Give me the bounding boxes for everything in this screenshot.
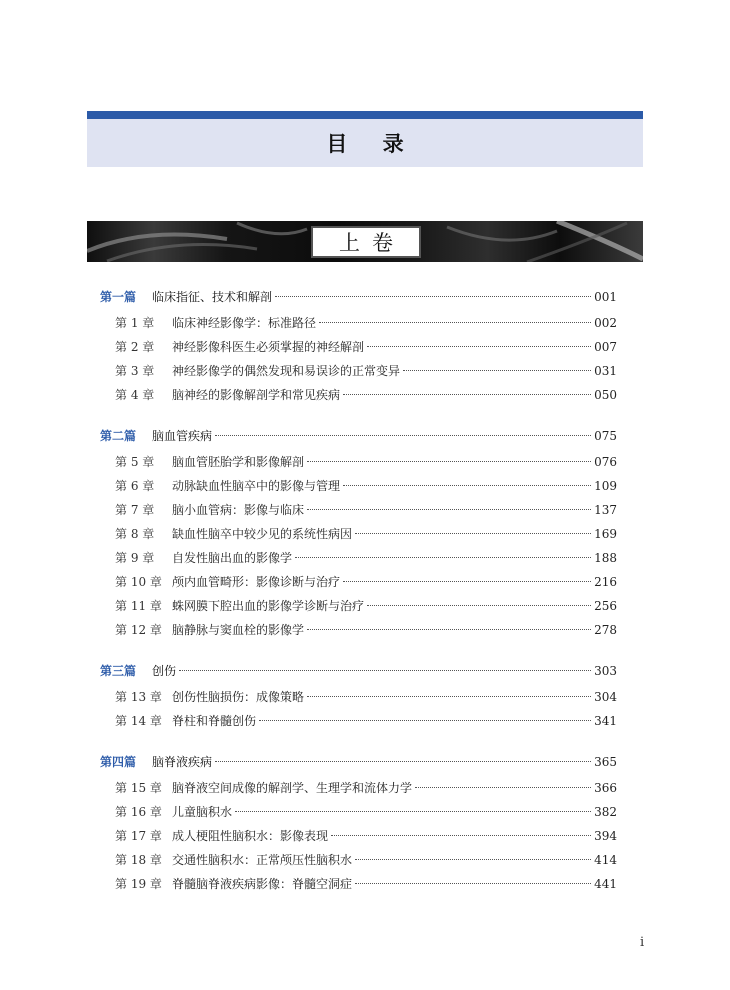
leader-dots bbox=[403, 370, 591, 371]
chapter-page: 216 bbox=[594, 575, 617, 589]
chapter-number: 第 7 章 bbox=[115, 503, 155, 517]
chapter-number: 第 5 章 bbox=[115, 455, 155, 469]
chapter-entry[interactable] bbox=[100, 359, 617, 383]
chapter-page: 366 bbox=[594, 781, 617, 795]
chapter-title: 自发性脑出血的影像学 bbox=[172, 551, 293, 565]
section-gap bbox=[100, 407, 617, 422]
chapter-entry[interactable] bbox=[100, 570, 617, 594]
leader-dots bbox=[307, 629, 591, 630]
part-page: 303 bbox=[594, 664, 617, 678]
leader-dots bbox=[331, 835, 591, 836]
part-page: 365 bbox=[594, 755, 617, 769]
chapter-entry[interactable] bbox=[100, 335, 617, 359]
leader-dots bbox=[215, 435, 591, 436]
part-number: 第四篇 bbox=[100, 755, 137, 769]
chapter-entry[interactable] bbox=[100, 848, 617, 872]
leader-dots bbox=[367, 605, 591, 606]
chapter-title: 成人梗阻性脑积水：影像表现 bbox=[172, 829, 329, 843]
chapter-title: 脑血管胚胎学和影像解剖 bbox=[172, 455, 305, 469]
chapter-entry[interactable] bbox=[100, 872, 617, 896]
chapter-entry[interactable] bbox=[100, 522, 617, 546]
chapter-title: 缺血性脑卒中较少见的系统性病因 bbox=[172, 527, 353, 541]
leader-dots bbox=[259, 720, 591, 721]
leader-dots bbox=[179, 670, 591, 671]
part-number: 第二篇 bbox=[100, 429, 137, 443]
chapter-number: 第 17 章 bbox=[115, 829, 162, 843]
leader-dots bbox=[307, 509, 591, 510]
part-title: 临床指征、技术和解剖 bbox=[152, 290, 273, 304]
chapter-number: 第 18 章 bbox=[115, 853, 162, 867]
chapter-entry[interactable] bbox=[100, 618, 617, 642]
chapter-number: 第 1 章 bbox=[115, 316, 155, 330]
leader-dots bbox=[355, 533, 591, 534]
section-gap bbox=[100, 733, 617, 748]
chapter-entry[interactable] bbox=[100, 824, 617, 848]
chapter-title: 交通性脑积水：正常颅压性脑积水 bbox=[172, 853, 353, 867]
part-title: 脑血管疾病 bbox=[152, 429, 213, 443]
leader-dots bbox=[295, 557, 591, 558]
part-title: 创伤 bbox=[152, 664, 177, 678]
chapter-number: 第 6 章 bbox=[115, 479, 155, 493]
leader-dots bbox=[307, 696, 591, 697]
volume-label: 上卷 bbox=[339, 231, 405, 255]
leader-dots bbox=[343, 394, 591, 395]
leader-dots bbox=[307, 461, 591, 462]
chapter-number: 第 16 章 bbox=[115, 805, 162, 819]
chapter-number: 第 9 章 bbox=[115, 551, 155, 565]
leader-dots bbox=[319, 322, 591, 323]
part-entry[interactable] bbox=[100, 657, 617, 685]
chapter-title: 脑脊液空间成像的解剖学、生理学和流体力学 bbox=[172, 781, 413, 795]
chapter-page: 050 bbox=[594, 388, 617, 402]
page-title: 目 录 bbox=[326, 132, 418, 156]
chapter-number: 第 8 章 bbox=[115, 527, 155, 541]
chapter-page: 007 bbox=[594, 340, 617, 354]
chapter-page: 169 bbox=[594, 527, 617, 541]
section-gap bbox=[100, 642, 617, 657]
leader-dots bbox=[415, 787, 591, 788]
chapter-page: 256 bbox=[594, 599, 617, 613]
chapter-number: 第 2 章 bbox=[115, 340, 155, 354]
leader-dots bbox=[355, 883, 591, 884]
chapter-page: 076 bbox=[594, 455, 617, 469]
chapter-title: 神经影像学的偶然发现和易误诊的正常变异 bbox=[172, 364, 401, 378]
chapter-entry[interactable] bbox=[100, 546, 617, 570]
leader-dots bbox=[343, 485, 591, 486]
page-number: i bbox=[640, 935, 645, 950]
chapter-number: 第 15 章 bbox=[115, 781, 162, 795]
leader-dots bbox=[367, 346, 591, 347]
chapter-page: 278 bbox=[594, 623, 617, 637]
chapter-number: 第 12 章 bbox=[115, 623, 162, 637]
leader-dots bbox=[355, 859, 591, 860]
chapter-entry[interactable] bbox=[100, 498, 617, 522]
part-title: 脑脊液疾病 bbox=[152, 755, 213, 769]
leader-dots bbox=[343, 581, 591, 582]
chapter-number: 第 19 章 bbox=[115, 877, 162, 891]
chapter-title: 临床神经影像学：标准路径 bbox=[172, 316, 317, 330]
chapter-title: 蛛网膜下腔出血的影像学诊断与治疗 bbox=[172, 599, 365, 613]
header-rule bbox=[87, 111, 643, 119]
chapter-page: 394 bbox=[594, 829, 617, 843]
chapter-number: 第 3 章 bbox=[115, 364, 155, 378]
chapter-title: 脑静脉与窦血栓的影像学 bbox=[172, 623, 305, 637]
chapter-page: 188 bbox=[594, 551, 617, 565]
part-entry[interactable] bbox=[100, 748, 617, 776]
part-entry[interactable] bbox=[100, 283, 617, 311]
part-page: 075 bbox=[594, 429, 617, 443]
chapter-page: 031 bbox=[594, 364, 617, 378]
table-of-contents bbox=[100, 283, 617, 896]
chapter-title: 颅内血管畸形：影像诊断与治疗 bbox=[172, 575, 341, 589]
chapter-number: 第 10 章 bbox=[115, 575, 162, 589]
leader-dots bbox=[215, 761, 591, 762]
chapter-page: 441 bbox=[594, 877, 617, 891]
chapter-entry[interactable] bbox=[100, 685, 617, 709]
part-entry[interactable] bbox=[100, 422, 617, 450]
chapter-title: 儿童脑积水 bbox=[172, 805, 233, 819]
chapter-title: 神经影像科医生必须掌握的神经解剖 bbox=[172, 340, 365, 354]
chapter-entry[interactable] bbox=[100, 800, 617, 824]
chapter-title: 脑神经的影像解剖学和常见疾病 bbox=[172, 388, 341, 402]
chapter-number: 第 4 章 bbox=[115, 388, 155, 402]
chapter-entry[interactable] bbox=[100, 383, 617, 407]
chapter-entry[interactable] bbox=[100, 311, 617, 335]
chapter-page: 341 bbox=[594, 714, 617, 728]
part-number: 第三篇 bbox=[100, 664, 137, 678]
chapter-title: 创伤性脑损伤：成像策略 bbox=[172, 690, 305, 704]
chapter-title: 脊柱和脊髓创伤 bbox=[172, 714, 257, 728]
chapter-number: 第 13 章 bbox=[115, 690, 162, 704]
leader-dots bbox=[235, 811, 591, 812]
chapter-number: 第 11 章 bbox=[115, 599, 162, 613]
chapter-title: 脊髓脑脊液疾病影像：脊髓空洞症 bbox=[172, 877, 353, 891]
volume-label-box bbox=[311, 226, 421, 258]
chapter-page: 137 bbox=[594, 503, 617, 517]
leader-dots bbox=[275, 296, 591, 297]
chapter-number: 第 14 章 bbox=[115, 714, 162, 728]
chapter-entry[interactable] bbox=[100, 594, 617, 618]
chapter-entry[interactable] bbox=[100, 776, 617, 800]
chapter-entry[interactable] bbox=[100, 709, 617, 733]
chapter-page: 304 bbox=[594, 690, 617, 704]
chapter-title: 脑小血管病：影像与临床 bbox=[172, 503, 305, 517]
chapter-entry[interactable] bbox=[100, 450, 617, 474]
chapter-page: 109 bbox=[594, 479, 617, 493]
chapter-page: 382 bbox=[594, 805, 617, 819]
part-page: 001 bbox=[594, 290, 617, 304]
chapter-title: 动脉缺血性脑卒中的影像与管理 bbox=[172, 479, 341, 493]
header-band bbox=[87, 119, 643, 167]
chapter-page: 002 bbox=[594, 316, 617, 330]
chapter-page: 414 bbox=[594, 853, 617, 867]
part-number: 第一篇 bbox=[100, 290, 137, 304]
chapter-entry[interactable] bbox=[100, 474, 617, 498]
